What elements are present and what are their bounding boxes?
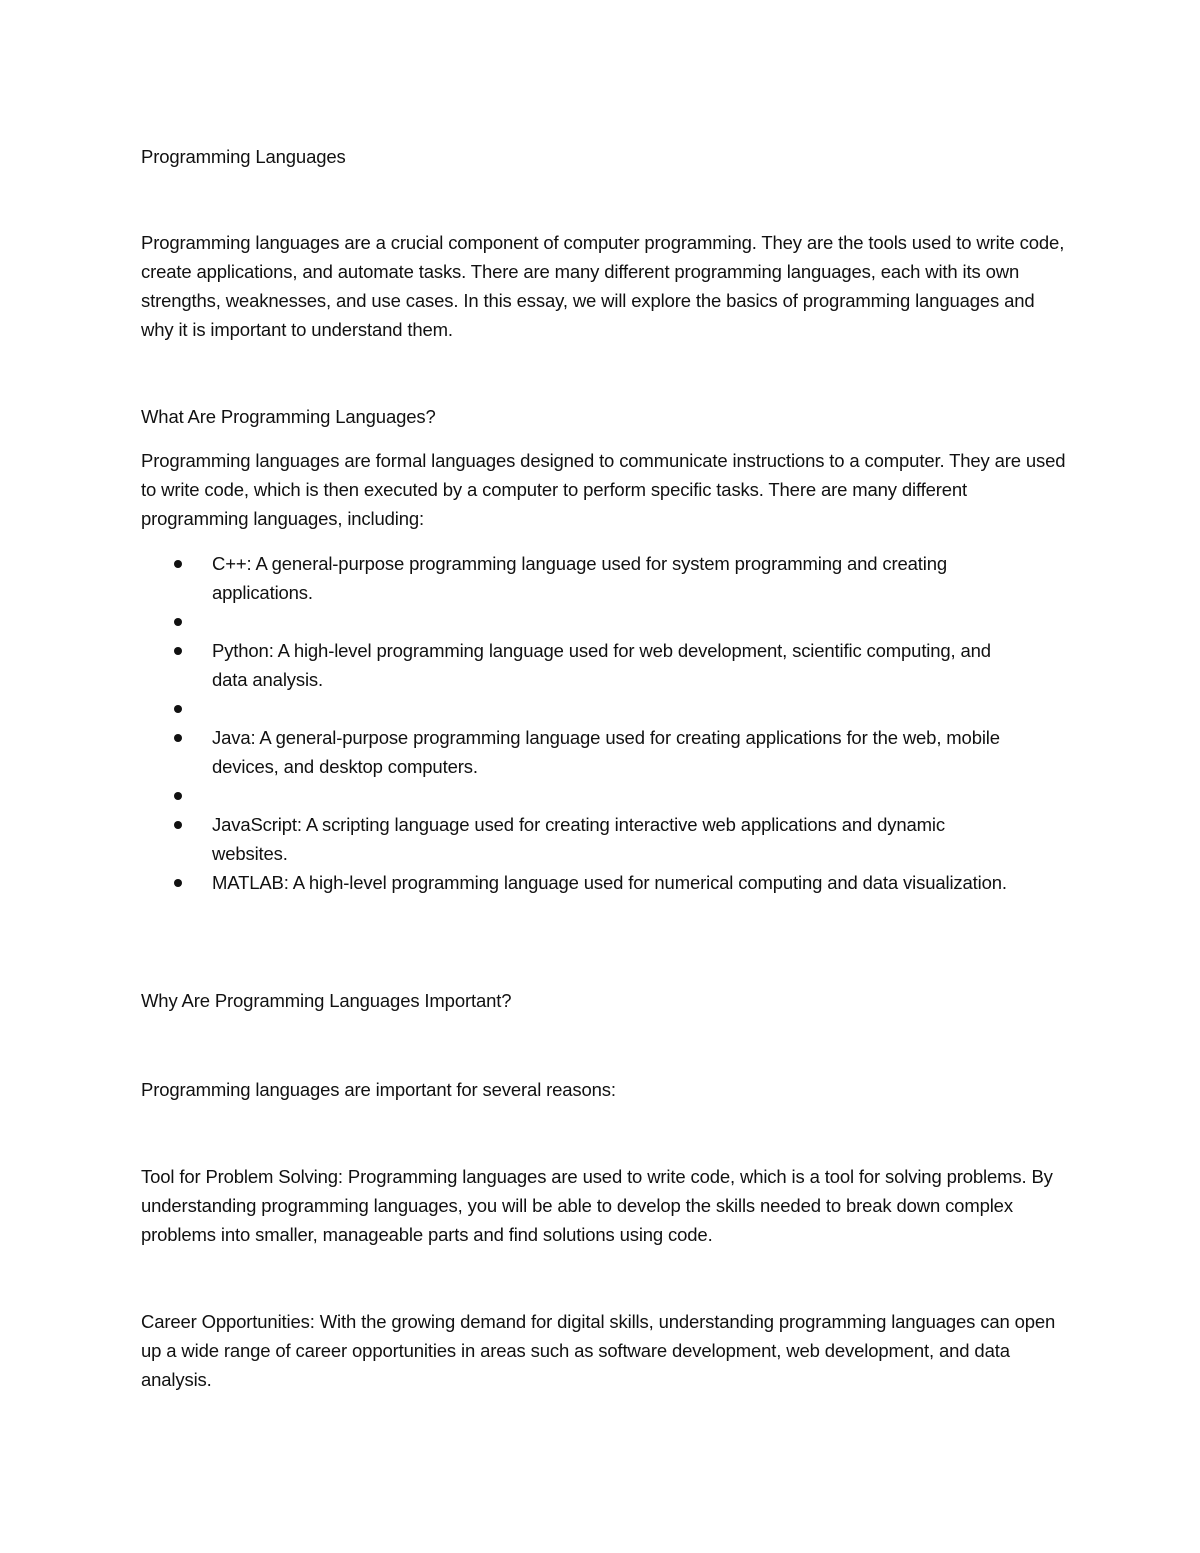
reason-problem-solving: Tool for Problem Solving: Programming languages are used to write code, which is a tool for solving problems. By understanding programming languages, you will be able to develop the skills needed to break down complex problems into smaller, manageable parts and find solutions using code.: [141, 1166, 1053, 1245]
list-item: [141, 549, 1012, 607]
bullet-icon: [174, 618, 182, 626]
list-item: [141, 607, 1012, 636]
list-item: [141, 781, 1012, 810]
list-item: [141, 868, 1012, 897]
section-heading-why: Why Are Programming Languages Important?: [141, 990, 512, 1011]
bullet-icon: [174, 647, 182, 655]
list-item: [141, 636, 1012, 694]
list-item: [141, 723, 1012, 781]
intro-paragraph: Programming languages are a crucial component of computer programming. They are the tools used to write code, create applications, and automate tasks. There are many different programming languages, each with its own strengths, weaknesses, and use cases. In this essay, we will explore the basics of programming languages and why it is important to understand them.: [141, 232, 1065, 340]
list-item-text: JavaScript: A scripting language used for creating interactive web applications and dynamic websites.: [212, 814, 945, 864]
language-list: [141, 549, 1071, 897]
list-item-text: C++: A general-purpose programming language used for system programming and creating applications.: [212, 553, 948, 603]
bullet-icon: [174, 705, 182, 713]
section-intro-why: Programming languages are important for several reasons:: [141, 1079, 616, 1100]
list-item-text: Python: A high-level programming language used for web development, scientific computing, and data analysis.: [212, 640, 991, 690]
bullet-icon: [174, 734, 182, 742]
section-body-what: Programming languages are formal languages designed to communicate instructions to a computer. They are used to write code, which is then executed by a computer to perform specific tasks. There are many different programming languages, including:: [141, 450, 1066, 529]
list-item-text: MATLAB: A high-level programming language used for numerical computing and data visualization.: [212, 872, 1007, 893]
bullet-icon: [174, 792, 182, 800]
bullet-icon: [174, 821, 182, 829]
bullet-icon: [174, 879, 182, 887]
section-heading-what: What Are Programming Languages?: [141, 406, 436, 427]
list-item: [141, 810, 1012, 868]
document-title: Programming Languages: [141, 146, 346, 167]
reason-career: Career Opportunities: With the growing demand for digital skills, understanding programming languages can open up a wide range of career opportunities in areas such as software development, web development, and data analysis.: [141, 1311, 1056, 1390]
list-item: [141, 694, 1012, 723]
list-item-text: Java: A general-purpose programming language used for creating applications for the web, mobile devices, and desktop computers.: [212, 727, 1000, 777]
bullet-icon: [174, 560, 182, 568]
